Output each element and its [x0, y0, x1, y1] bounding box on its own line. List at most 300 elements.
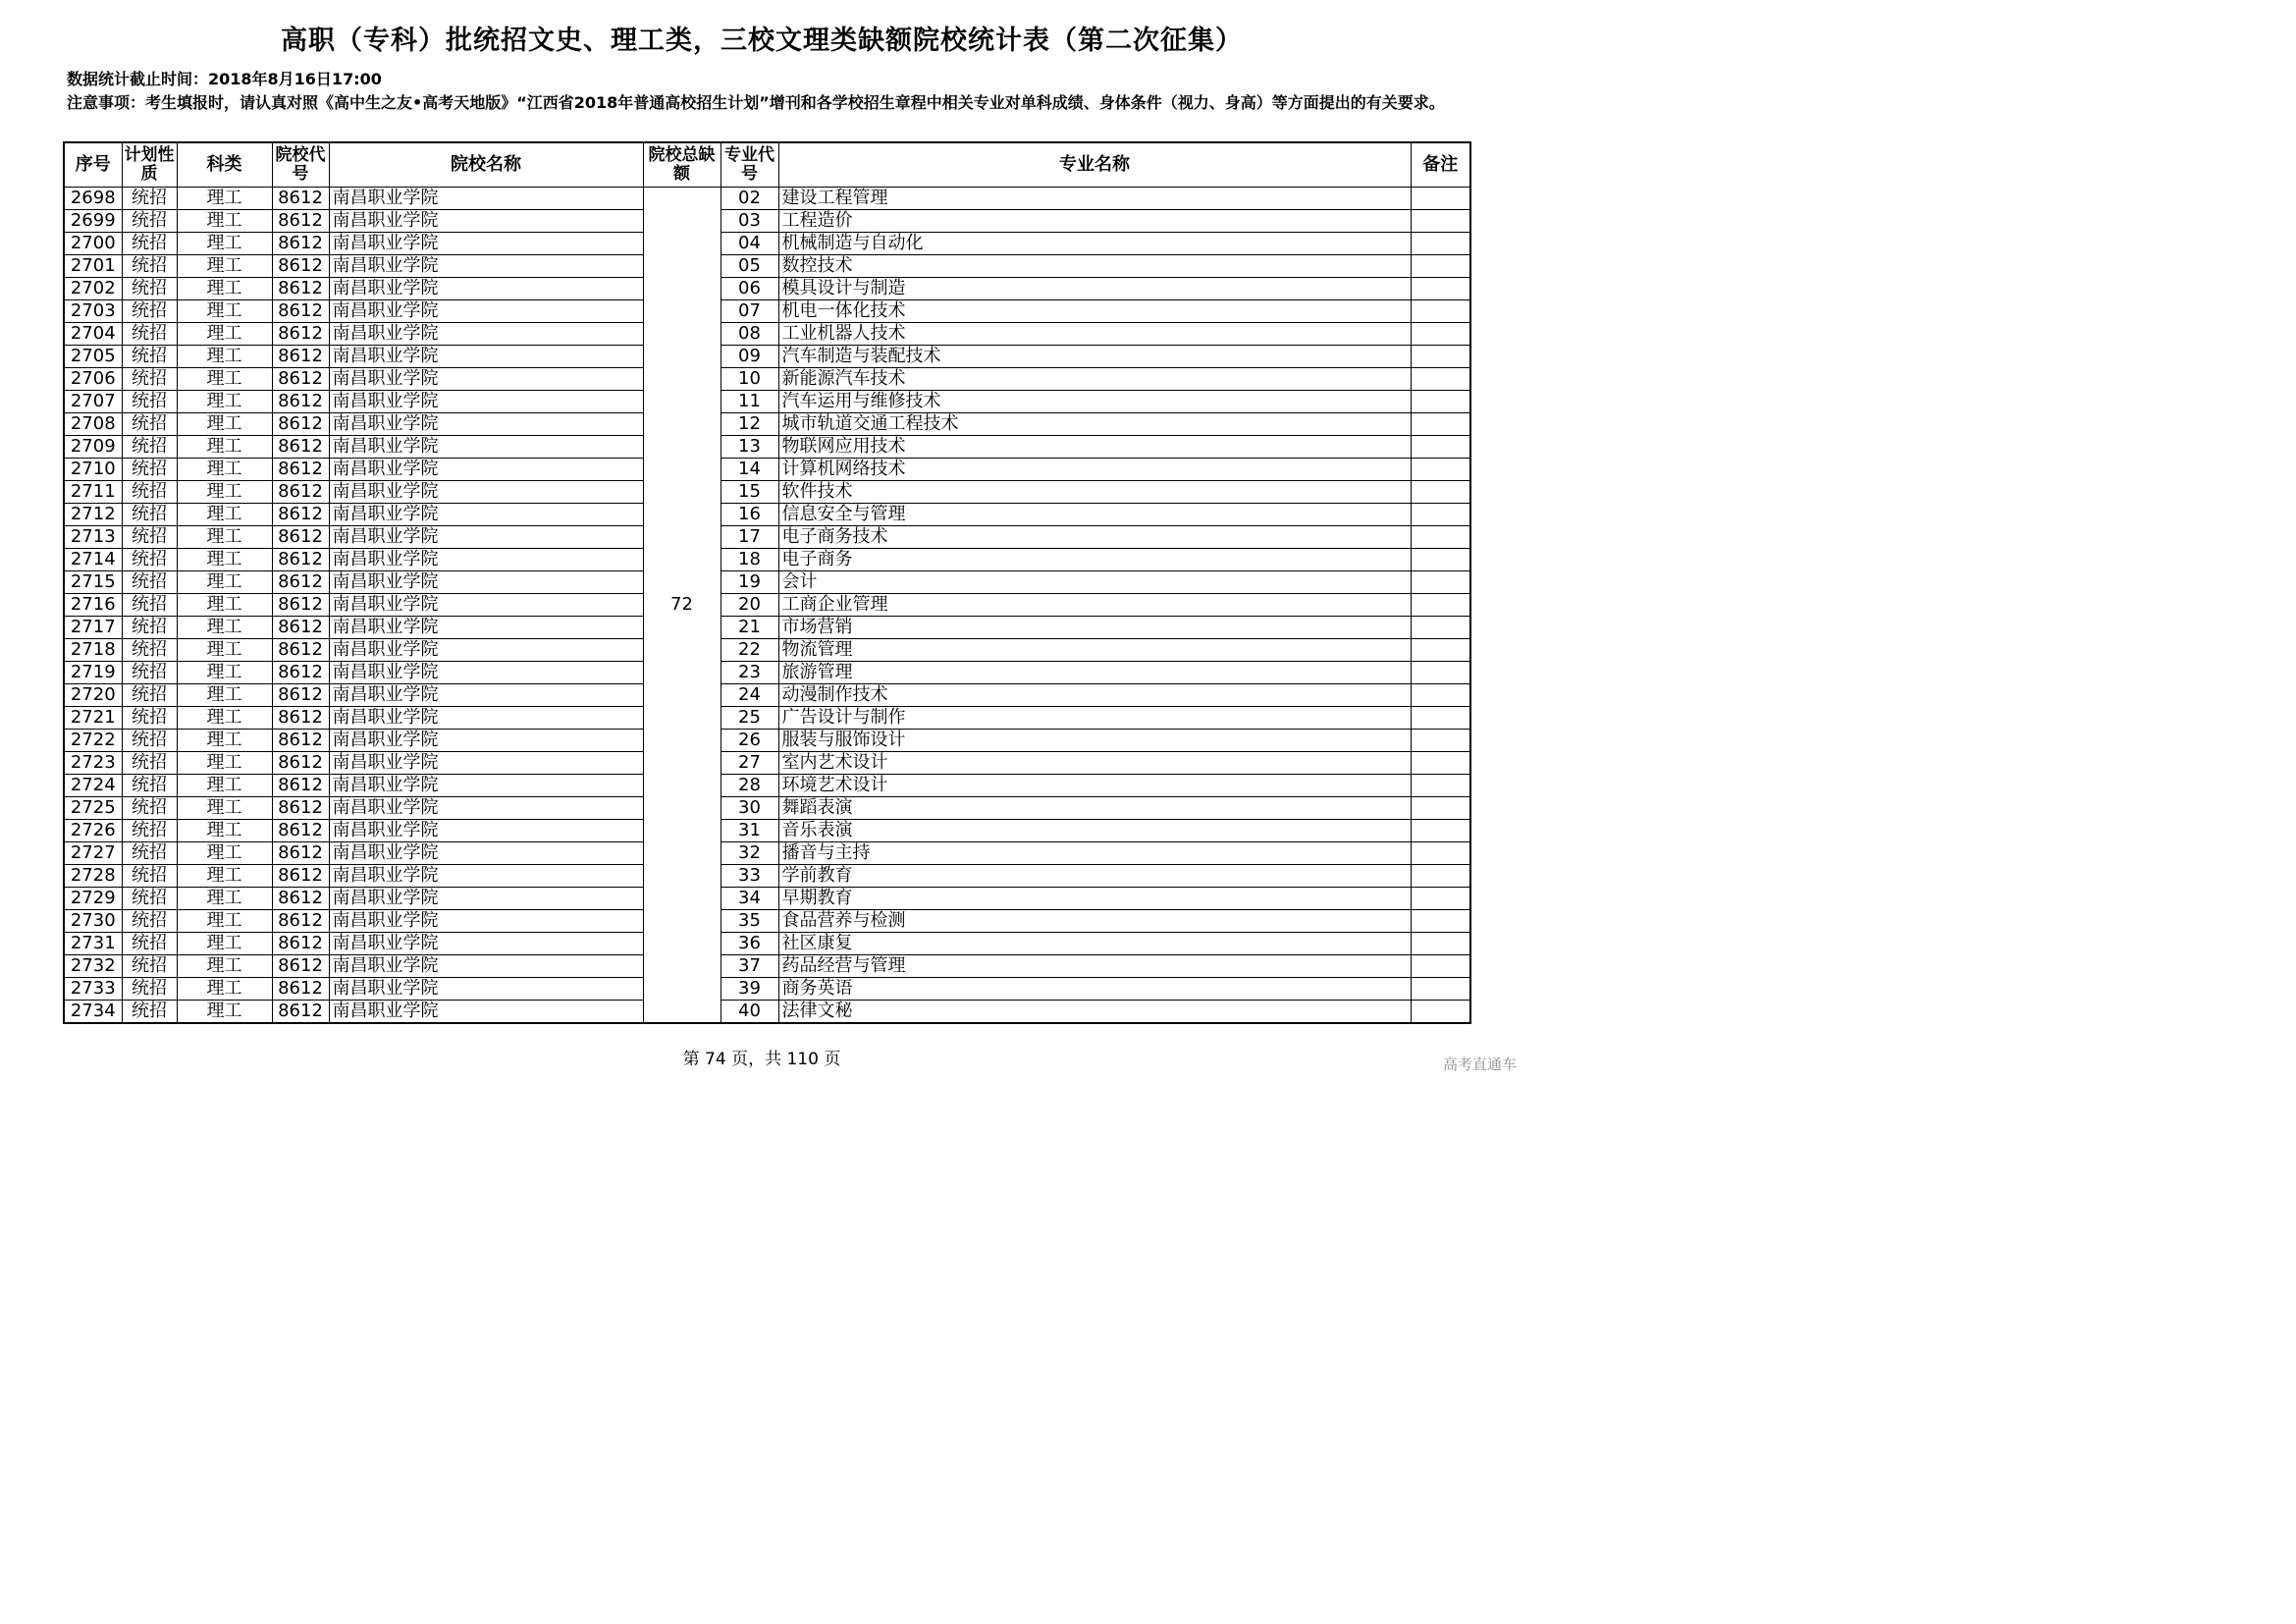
- seq-cell: 2710: [64, 459, 122, 481]
- major-name-cell: 学前教育: [778, 865, 1411, 888]
- category-cell: 理工: [177, 459, 272, 481]
- major-name-cell: 市场营销: [778, 617, 1411, 639]
- remark-cell: [1411, 933, 1470, 955]
- major-name-cell: 软件技术: [778, 481, 1411, 504]
- major-code-cell: 28: [721, 775, 778, 797]
- school-name-cell: 南昌职业学院: [329, 933, 643, 955]
- seq-cell: 2711: [64, 481, 122, 504]
- school-code-cell: 8612: [272, 684, 329, 707]
- major-name-cell: 汽车运用与维修技术: [778, 391, 1411, 413]
- major-name-cell: 信息安全与管理: [778, 504, 1411, 526]
- major-code-cell: 18: [721, 549, 778, 571]
- major-code-cell: 39: [721, 978, 778, 1001]
- header-seq: 序号: [64, 142, 122, 188]
- school-name-cell: 南昌职业学院: [329, 391, 643, 413]
- major-code-cell: 08: [721, 323, 778, 346]
- major-name-cell: 机电一体化技术: [778, 300, 1411, 323]
- category-cell: 理工: [177, 1001, 272, 1024]
- remark-cell: [1411, 752, 1470, 775]
- major-code-cell: 26: [721, 730, 778, 752]
- category-cell: 理工: [177, 391, 272, 413]
- seq-cell: 2699: [64, 210, 122, 233]
- major-code-cell: 22: [721, 639, 778, 662]
- major-code-cell: 02: [721, 188, 778, 210]
- seq-cell: 2717: [64, 617, 122, 639]
- header-school-name: 院校名称: [329, 142, 643, 188]
- plan-cell: 统招: [122, 617, 177, 639]
- school-code-cell: 8612: [272, 888, 329, 910]
- category-cell: 理工: [177, 368, 272, 391]
- plan-cell: 统招: [122, 639, 177, 662]
- header-plan: 计划性质: [122, 142, 177, 188]
- deadline-text: 数据统计截止时间：2018年8月16日17:00: [67, 70, 382, 88]
- school-code-cell: 8612: [272, 210, 329, 233]
- seq-cell: 2724: [64, 775, 122, 797]
- category-cell: 理工: [177, 413, 272, 436]
- major-code-cell: 04: [721, 233, 778, 255]
- table-row: [64, 617, 1470, 639]
- remark-cell: [1411, 955, 1470, 978]
- category-cell: 理工: [177, 526, 272, 549]
- major-code-cell: 37: [721, 955, 778, 978]
- seq-cell: 2705: [64, 346, 122, 368]
- vacancy-table: [63, 141, 1471, 1024]
- remark-cell: [1411, 255, 1470, 278]
- school-code-cell: 8612: [272, 1001, 329, 1024]
- major-code-cell: 34: [721, 888, 778, 910]
- remark-cell: [1411, 368, 1470, 391]
- seq-cell: 2718: [64, 639, 122, 662]
- remark-cell: [1411, 526, 1470, 549]
- plan-cell: 统招: [122, 233, 177, 255]
- plan-cell: 统招: [122, 842, 177, 865]
- plan-cell: 统招: [122, 775, 177, 797]
- school-name-cell: 南昌职业学院: [329, 594, 643, 617]
- plan-cell: 统招: [122, 978, 177, 1001]
- major-name-cell: 模具设计与制造: [778, 278, 1411, 300]
- plan-cell: 统招: [122, 820, 177, 842]
- plan-cell: 统招: [122, 752, 177, 775]
- school-code-cell: 8612: [272, 255, 329, 278]
- school-name-cell: 南昌职业学院: [329, 888, 643, 910]
- school-code-cell: 8612: [272, 233, 329, 255]
- major-code-cell: 36: [721, 933, 778, 955]
- school-name-cell: 南昌职业学院: [329, 323, 643, 346]
- major-name-cell: 法律文秘: [778, 1001, 1411, 1024]
- plan-cell: 统招: [122, 730, 177, 752]
- table-row: [64, 391, 1470, 413]
- plan-cell: 统招: [122, 459, 177, 481]
- school-name-cell: 南昌职业学院: [329, 910, 643, 933]
- major-code-cell: 27: [721, 752, 778, 775]
- school-code-cell: 8612: [272, 662, 329, 684]
- major-name-cell: 服装与服饰设计: [778, 730, 1411, 752]
- major-name-cell: 汽车制造与装配技术: [778, 346, 1411, 368]
- plan-cell: 统招: [122, 1001, 177, 1024]
- plan-cell: 统招: [122, 188, 177, 210]
- remark-cell: [1411, 1001, 1470, 1024]
- school-name-cell: 南昌职业学院: [329, 865, 643, 888]
- seq-cell: 2725: [64, 797, 122, 820]
- header-category: 科类: [177, 142, 272, 188]
- school-code-cell: 8612: [272, 775, 329, 797]
- table-row: [64, 662, 1470, 684]
- major-name-cell: 商务英语: [778, 978, 1411, 1001]
- school-name-cell: 南昌职业学院: [329, 233, 643, 255]
- plan-cell: 统招: [122, 888, 177, 910]
- category-cell: 理工: [177, 571, 272, 594]
- plan-cell: 统招: [122, 594, 177, 617]
- major-code-cell: 24: [721, 684, 778, 707]
- major-name-cell: 新能源汽车技术: [778, 368, 1411, 391]
- remark-cell: [1411, 707, 1470, 730]
- school-code-cell: 8612: [272, 594, 329, 617]
- page-title: 高职（专科）批统招文史、理工类，三校文理类缺额院校统计表（第二次征集）: [281, 26, 1243, 56]
- school-name-cell: 南昌职业学院: [329, 571, 643, 594]
- table-row: [64, 820, 1470, 842]
- remark-cell: [1411, 775, 1470, 797]
- major-name-cell: 物联网应用技术: [778, 436, 1411, 459]
- school-name-cell: 南昌职业学院: [329, 730, 643, 752]
- category-cell: 理工: [177, 730, 272, 752]
- school-name-cell: 南昌职业学院: [329, 707, 643, 730]
- table-row: [64, 797, 1470, 820]
- remark-cell: [1411, 233, 1470, 255]
- school-code-cell: 8612: [272, 188, 329, 210]
- school-name-cell: 南昌职业学院: [329, 504, 643, 526]
- major-name-cell: 早期教育: [778, 888, 1411, 910]
- category-cell: 理工: [177, 955, 272, 978]
- table-row: [64, 707, 1470, 730]
- table-row: [64, 459, 1470, 481]
- school-name-cell: 南昌职业学院: [329, 1001, 643, 1024]
- plan-cell: 统招: [122, 504, 177, 526]
- major-code-cell: 15: [721, 481, 778, 504]
- plan-cell: 统招: [122, 662, 177, 684]
- school-name-cell: 南昌职业学院: [329, 210, 643, 233]
- category-cell: 理工: [177, 210, 272, 233]
- table-row: [64, 639, 1470, 662]
- category-cell: 理工: [177, 888, 272, 910]
- table-row: [64, 752, 1470, 775]
- school-name-cell: 南昌职业学院: [329, 459, 643, 481]
- seq-cell: 2722: [64, 730, 122, 752]
- table-row: [64, 255, 1470, 278]
- remark-cell: [1411, 278, 1470, 300]
- category-cell: 理工: [177, 617, 272, 639]
- school-name-cell: 南昌职业学院: [329, 978, 643, 1001]
- major-code-cell: 23: [721, 662, 778, 684]
- seq-cell: 2730: [64, 910, 122, 933]
- remark-cell: [1411, 820, 1470, 842]
- plan-cell: 统招: [122, 391, 177, 413]
- school-name-cell: 南昌职业学院: [329, 436, 643, 459]
- category-cell: 理工: [177, 910, 272, 933]
- seq-cell: 2732: [64, 955, 122, 978]
- category-cell: 理工: [177, 549, 272, 571]
- category-cell: 理工: [177, 707, 272, 730]
- plan-cell: 统招: [122, 797, 177, 820]
- school-name-cell: 南昌职业学院: [329, 775, 643, 797]
- seq-cell: 2701: [64, 255, 122, 278]
- seq-cell: 2704: [64, 323, 122, 346]
- major-name-cell: 电子商务技术: [778, 526, 1411, 549]
- plan-cell: 统招: [122, 933, 177, 955]
- school-code-cell: 8612: [272, 797, 329, 820]
- major-code-cell: 33: [721, 865, 778, 888]
- school-code-cell: 8612: [272, 323, 329, 346]
- table-row: [64, 526, 1470, 549]
- major-name-cell: 舞蹈表演: [778, 797, 1411, 820]
- remark-cell: [1411, 639, 1470, 662]
- table-row: [64, 730, 1470, 752]
- major-code-cell: 20: [721, 594, 778, 617]
- watermark: 高考直通车: [1443, 1056, 1518, 1073]
- table-row: [64, 888, 1470, 910]
- table-row: [64, 865, 1470, 888]
- category-cell: 理工: [177, 639, 272, 662]
- seq-cell: 2706: [64, 368, 122, 391]
- table-row: [64, 571, 1470, 594]
- plan-cell: 统招: [122, 278, 177, 300]
- category-cell: 理工: [177, 775, 272, 797]
- seq-cell: 2734: [64, 1001, 122, 1024]
- major-name-cell: 机械制造与自动化: [778, 233, 1411, 255]
- school-code-cell: 8612: [272, 865, 329, 888]
- remark-cell: [1411, 459, 1470, 481]
- major-name-cell: 室内艺术设计: [778, 752, 1411, 775]
- seq-cell: 2702: [64, 278, 122, 300]
- category-cell: 理工: [177, 255, 272, 278]
- table-row: [64, 323, 1470, 346]
- table-row: [64, 504, 1470, 526]
- school-code-cell: 8612: [272, 707, 329, 730]
- school-code-cell: 8612: [272, 346, 329, 368]
- header-school-code: 院校代号: [272, 142, 329, 188]
- remark-cell: [1411, 684, 1470, 707]
- school-code-cell: 8612: [272, 910, 329, 933]
- remark-cell: [1411, 910, 1470, 933]
- major-code-cell: 31: [721, 820, 778, 842]
- seq-cell: 2716: [64, 594, 122, 617]
- remark-cell: [1411, 481, 1470, 504]
- seq-cell: 2721: [64, 707, 122, 730]
- major-name-cell: 旅游管理: [778, 662, 1411, 684]
- category-cell: 理工: [177, 933, 272, 955]
- remark-cell: [1411, 210, 1470, 233]
- school-code-cell: 8612: [272, 955, 329, 978]
- plan-cell: 统招: [122, 413, 177, 436]
- school-name-cell: 南昌职业学院: [329, 526, 643, 549]
- school-name-cell: 南昌职业学院: [329, 346, 643, 368]
- table-row: [64, 233, 1470, 255]
- school-name-cell: 南昌职业学院: [329, 300, 643, 323]
- table-row: [64, 684, 1470, 707]
- table-row: [64, 910, 1470, 933]
- school-code-cell: 8612: [272, 549, 329, 571]
- seq-cell: 2728: [64, 865, 122, 888]
- category-cell: 理工: [177, 436, 272, 459]
- major-name-cell: 工业机器人技术: [778, 323, 1411, 346]
- seq-cell: 2708: [64, 413, 122, 436]
- plan-cell: 统招: [122, 481, 177, 504]
- remark-cell: [1411, 300, 1470, 323]
- seq-cell: 2714: [64, 549, 122, 571]
- category-cell: 理工: [177, 842, 272, 865]
- category-cell: 理工: [177, 504, 272, 526]
- school-name-cell: 南昌职业学院: [329, 368, 643, 391]
- school-code-cell: 8612: [272, 526, 329, 549]
- major-name-cell: 药品经营与管理: [778, 955, 1411, 978]
- table-row: [64, 775, 1470, 797]
- plan-cell: 统招: [122, 255, 177, 278]
- school-code-cell: 8612: [272, 459, 329, 481]
- seq-cell: 2719: [64, 662, 122, 684]
- major-code-cell: 10: [721, 368, 778, 391]
- major-code-cell: 21: [721, 617, 778, 639]
- school-name-cell: 南昌职业学院: [329, 255, 643, 278]
- header-major-code: 专业代号: [721, 142, 778, 188]
- seq-cell: 2733: [64, 978, 122, 1001]
- school-name-cell: 南昌职业学院: [329, 842, 643, 865]
- category-cell: 理工: [177, 346, 272, 368]
- school-name-cell: 南昌职业学院: [329, 278, 643, 300]
- remark-cell: [1411, 323, 1470, 346]
- major-name-cell: 数控技术: [778, 255, 1411, 278]
- school-code-cell: 8612: [272, 391, 329, 413]
- plan-cell: 统招: [122, 300, 177, 323]
- major-name-cell: 广告设计与制作: [778, 707, 1411, 730]
- notice-text: 注意事项：考生填报时，请认真对照《高中生之友•高考天地版》“江西省2018年普通高校招生计划”增刊和各学校招生章程中相关专业对单科成绩、身体条件（视力、身高）等方面提出的有关要求。: [67, 93, 1445, 112]
- school-name-cell: 南昌职业学院: [329, 662, 643, 684]
- plan-cell: 统招: [122, 210, 177, 233]
- school-code-cell: 8612: [272, 639, 329, 662]
- plan-cell: 统招: [122, 346, 177, 368]
- plan-cell: 统招: [122, 436, 177, 459]
- plan-cell: 统招: [122, 549, 177, 571]
- seq-cell: 2713: [64, 526, 122, 549]
- major-name-cell: 计算机网络技术: [778, 459, 1411, 481]
- remark-cell: [1411, 346, 1470, 368]
- seq-cell: 2726: [64, 820, 122, 842]
- table-header-row: [64, 142, 1470, 188]
- table-row: [64, 413, 1470, 436]
- school-name-cell: 南昌职业学院: [329, 617, 643, 639]
- major-name-cell: 社区康复: [778, 933, 1411, 955]
- school-name-cell: 南昌职业学院: [329, 188, 643, 210]
- plan-cell: 统招: [122, 368, 177, 391]
- school-code-cell: 8612: [272, 300, 329, 323]
- major-code-cell: 12: [721, 413, 778, 436]
- major-name-cell: 环境艺术设计: [778, 775, 1411, 797]
- school-code-cell: 8612: [272, 617, 329, 639]
- header-remark: 备注: [1411, 142, 1470, 188]
- school-name-cell: 南昌职业学院: [329, 413, 643, 436]
- major-code-cell: 19: [721, 571, 778, 594]
- remark-cell: [1411, 436, 1470, 459]
- remark-cell: [1411, 504, 1470, 526]
- major-code-cell: 14: [721, 459, 778, 481]
- major-name-cell: 播音与主持: [778, 842, 1411, 865]
- school-code-cell: 8612: [272, 413, 329, 436]
- seq-cell: 2700: [64, 233, 122, 255]
- category-cell: 理工: [177, 752, 272, 775]
- category-cell: 理工: [177, 865, 272, 888]
- seq-cell: 2715: [64, 571, 122, 594]
- table-row: [64, 549, 1470, 571]
- plan-cell: 统招: [122, 955, 177, 978]
- major-code-cell: 35: [721, 910, 778, 933]
- remark-cell: [1411, 797, 1470, 820]
- school-code-cell: 8612: [272, 436, 329, 459]
- category-cell: 理工: [177, 481, 272, 504]
- seq-cell: 2707: [64, 391, 122, 413]
- school-code-cell: 8612: [272, 368, 329, 391]
- seq-cell: 2720: [64, 684, 122, 707]
- remark-cell: [1411, 571, 1470, 594]
- major-code-cell: 16: [721, 504, 778, 526]
- plan-cell: 统招: [122, 865, 177, 888]
- school-name-cell: 南昌职业学院: [329, 797, 643, 820]
- remark-cell: [1411, 188, 1470, 210]
- remark-cell: [1411, 888, 1470, 910]
- plan-cell: 统招: [122, 323, 177, 346]
- table-row: [64, 346, 1470, 368]
- major-name-cell: 工商企业管理: [778, 594, 1411, 617]
- table-row: [64, 842, 1470, 865]
- remark-cell: [1411, 594, 1470, 617]
- table-row: [64, 594, 1470, 617]
- school-code-cell: 8612: [272, 933, 329, 955]
- category-cell: 理工: [177, 684, 272, 707]
- major-name-cell: 电子商务: [778, 549, 1411, 571]
- category-cell: 理工: [177, 662, 272, 684]
- table-row: [64, 436, 1470, 459]
- remark-cell: [1411, 730, 1470, 752]
- seq-cell: 2698: [64, 188, 122, 210]
- table-row: [64, 300, 1470, 323]
- major-name-cell: 建设工程管理: [778, 188, 1411, 210]
- major-name-cell: 食品营养与检测: [778, 910, 1411, 933]
- school-name-cell: 南昌职业学院: [329, 820, 643, 842]
- remark-cell: [1411, 391, 1470, 413]
- seq-cell: 2727: [64, 842, 122, 865]
- total-vacancy-cell: 72: [643, 188, 721, 1024]
- school-name-cell: 南昌职业学院: [329, 684, 643, 707]
- school-name-cell: 南昌职业学院: [329, 639, 643, 662]
- table-row: [64, 978, 1470, 1001]
- school-code-cell: 8612: [272, 571, 329, 594]
- header-major-name: 专业名称: [778, 142, 1411, 188]
- major-code-cell: 32: [721, 842, 778, 865]
- category-cell: 理工: [177, 820, 272, 842]
- category-cell: 理工: [177, 797, 272, 820]
- seq-cell: 2723: [64, 752, 122, 775]
- header-total-vacancy: 院校总缺额: [643, 142, 721, 188]
- table-row: [64, 955, 1470, 978]
- major-code-cell: 07: [721, 300, 778, 323]
- table-row: [64, 278, 1470, 300]
- school-code-cell: 8612: [272, 820, 329, 842]
- category-cell: 理工: [177, 978, 272, 1001]
- seq-cell: 2729: [64, 888, 122, 910]
- table-row: [64, 1001, 1470, 1024]
- school-code-cell: 8612: [272, 978, 329, 1001]
- remark-cell: [1411, 662, 1470, 684]
- major-code-cell: 06: [721, 278, 778, 300]
- table-row: [64, 188, 1470, 210]
- seq-cell: 2712: [64, 504, 122, 526]
